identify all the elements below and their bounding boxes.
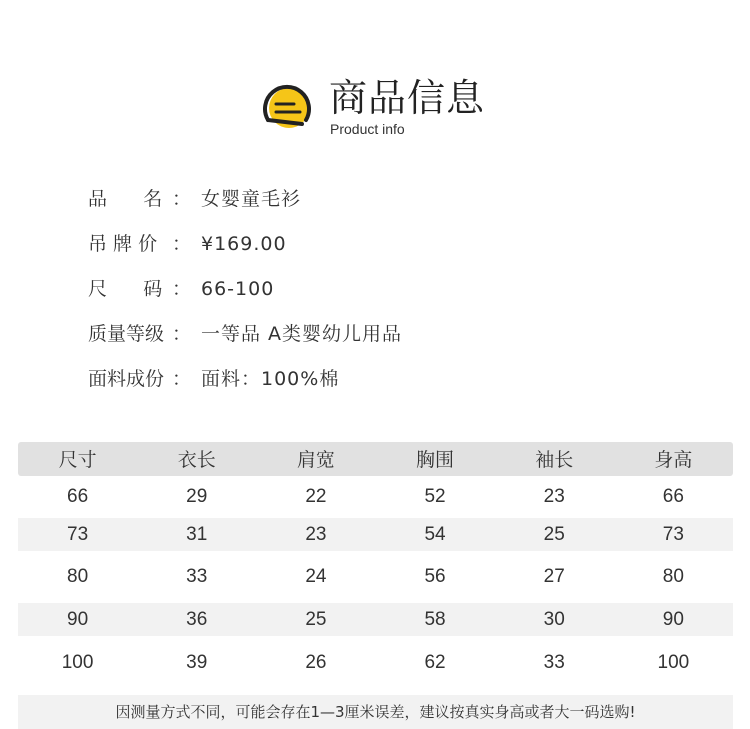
table-cell: 56 [424, 566, 446, 587]
info-row-name [88, 184, 688, 229]
table-cell: 58 [424, 609, 446, 630]
page-title: 商品信息 [329, 76, 486, 120]
column-header: 身高 [654, 449, 693, 471]
info-label: 质量等级 [88, 323, 165, 345]
table-cell: 90 [662, 609, 684, 630]
table-cell: 30 [543, 609, 565, 630]
table-cell: 52 [424, 486, 446, 507]
section-header [262, 76, 502, 142]
info-colon: ： [172, 188, 192, 210]
table-cell: 73 [662, 524, 684, 545]
table-cell: 24 [305, 566, 327, 587]
table-cell: 23 [543, 486, 565, 507]
info-colon: ： [172, 323, 192, 345]
info-colon: ： [172, 278, 192, 300]
info-value: 66-100 [201, 278, 275, 300]
table-cell: 66 [67, 486, 89, 507]
document-lines-icon [262, 84, 314, 134]
table-row [18, 603, 733, 636]
table-cell: 25 [305, 609, 327, 630]
info-label: 尺 码 [88, 278, 163, 300]
table-cell: 62 [424, 652, 446, 673]
table-cell: 90 [67, 609, 89, 630]
info-label: 品 名 [88, 188, 163, 210]
info-label: 吊 牌 价 [88, 233, 158, 255]
info-row-quality [88, 319, 688, 364]
table-cell: 31 [186, 524, 208, 545]
column-header: 衣长 [177, 449, 216, 471]
table-cell: 26 [305, 652, 327, 673]
info-colon: ： [172, 368, 192, 390]
info-label: 面料成份 [88, 368, 165, 390]
column-header: 肩宽 [296, 449, 335, 471]
info-value: 面料：100%棉 [201, 368, 340, 390]
table-header-row [18, 442, 733, 476]
table-row [18, 476, 733, 517]
table-cell: 29 [186, 486, 208, 507]
table-cell: 66 [662, 486, 684, 507]
table-row [18, 636, 733, 689]
info-colon: ： [172, 233, 192, 255]
table-cell: 73 [67, 524, 89, 545]
column-header: 尺寸 [58, 449, 97, 471]
info-row-size [88, 274, 688, 319]
table-cell: 27 [543, 566, 565, 587]
column-header: 胸围 [416, 449, 455, 471]
table-cell: 23 [305, 524, 327, 545]
info-value: 一等品 A类婴幼儿用品 [201, 323, 403, 345]
table-cell: 100 [657, 652, 690, 673]
column-header: 袖长 [535, 449, 574, 471]
table-cell: 80 [662, 566, 684, 587]
info-row-material [88, 364, 688, 409]
table-cell: 33 [186, 566, 208, 587]
info-value: ¥169.00 [201, 233, 287, 255]
table-cell: 100 [61, 652, 94, 673]
size-table [18, 442, 733, 689]
table-row [18, 551, 733, 602]
table-cell: 25 [543, 524, 565, 545]
table-cell: 54 [424, 524, 446, 545]
table-cell: 22 [305, 486, 327, 507]
table-cell: 39 [186, 652, 208, 673]
table-cell: 33 [543, 652, 565, 673]
page-subtitle: Product info [330, 121, 405, 137]
info-row-price [88, 229, 688, 274]
info-value: 女婴童毛衫 [201, 188, 302, 210]
table-cell: 80 [67, 566, 89, 587]
table-cell: 36 [186, 609, 208, 630]
product-info-list [88, 184, 688, 409]
table-row [18, 518, 733, 551]
measurement-note: 因测量方式不同，可能会存在1—3厘米误差，建议按真实身高或者大一码选购! [18, 695, 733, 729]
